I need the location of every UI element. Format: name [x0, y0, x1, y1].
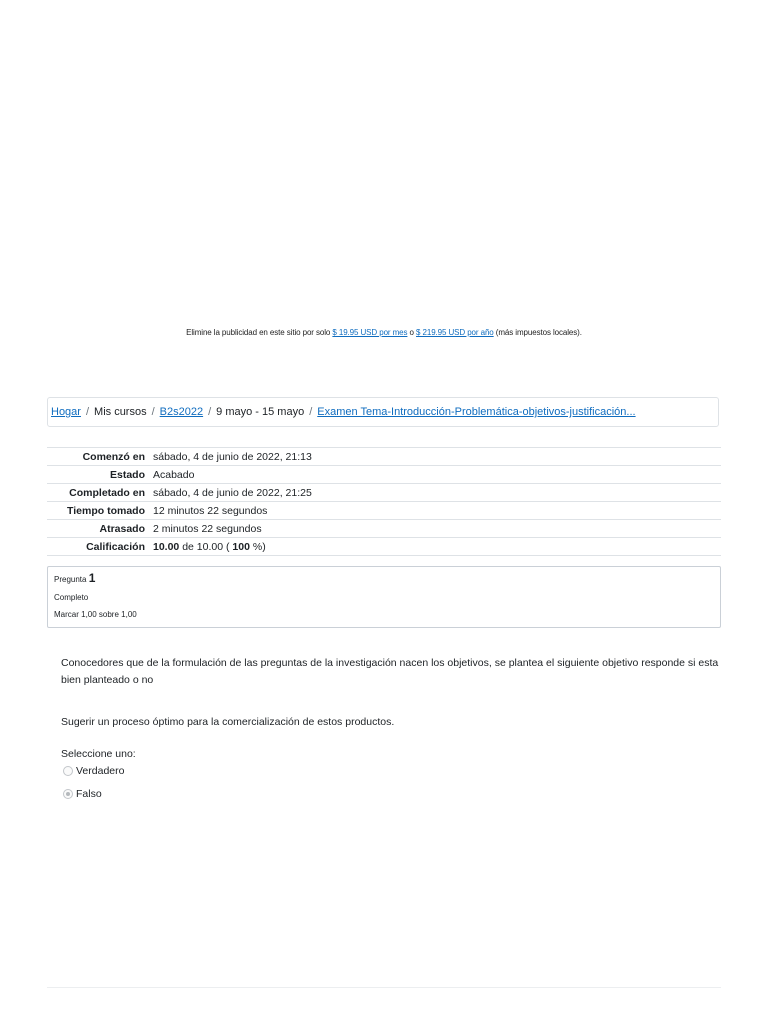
monthly-plan-link[interactable]: $ 19.95 USD por mes [332, 328, 408, 337]
radio-checked-icon[interactable] [63, 789, 73, 799]
breadcrumb-course-link[interactable]: B2s2022 [159, 406, 204, 418]
breadcrumb-separator: / [208, 406, 212, 418]
option-falso[interactable] [63, 788, 102, 800]
summary-row-grade [47, 538, 721, 556]
breadcrumb-home-link[interactable]: Hogar [51, 406, 81, 418]
grade-percent-suffix: %) [249, 540, 266, 553]
question-info-box [47, 566, 721, 628]
summary-row-time-taken [47, 502, 721, 520]
breadcrumb-quiz-link[interactable]: Examen Tema-Introducción-Problemática-objetivos-justificación... [317, 406, 636, 418]
ad-prefix-text: Elimine la publicidad en este sitio por solo [186, 328, 333, 337]
question-state: Completo [54, 593, 89, 602]
summary-label: Comenzó en [82, 450, 145, 463]
footer-divider [47, 987, 721, 988]
question-number [54, 571, 714, 585]
summary-label: Atrasado [99, 522, 145, 535]
question-label: Pregunta [54, 575, 87, 584]
summary-value: 2 minutos 22 segundos [153, 522, 262, 535]
grade-percent: 100 [232, 540, 250, 553]
ad-removal-notice [0, 328, 768, 337]
grade-score: 10.00 [153, 540, 180, 553]
breadcrumb [47, 397, 719, 427]
ad-suffix-text: (más impuestos locales). [493, 328, 582, 337]
answer-prompt: Seleccione uno: [61, 748, 136, 760]
summary-value: Acabado [153, 468, 195, 481]
breadcrumb-separator: / [309, 406, 313, 418]
question-number-value: 1 [88, 571, 96, 585]
option-verdadero[interactable] [63, 765, 124, 777]
breadcrumb-my-courses: Mis cursos [94, 406, 147, 418]
attempt-summary-table [47, 447, 721, 556]
radio-unchecked-icon[interactable] [63, 766, 73, 776]
question-mark: Marcar 1,00 sobre 1,00 [54, 610, 137, 619]
summary-value: sábado, 4 de junio de 2022, 21:25 [153, 486, 312, 499]
summary-value: 12 minutos 22 segundos [153, 504, 268, 517]
summary-label: Tiempo tomado [67, 504, 145, 517]
summary-row-state [47, 466, 721, 484]
breadcrumb-separator: / [151, 406, 155, 418]
grade-out-of: de 10.00 ( [179, 540, 233, 553]
summary-label: Calificación [86, 540, 145, 553]
breadcrumb-section: 9 mayo - 15 mayo [216, 406, 305, 418]
summary-label: Estado [109, 468, 145, 481]
question-statement: Sugerir un proceso óptimo para la comercialización de estos productos. [61, 716, 395, 728]
grade-value [150, 538, 721, 556]
breadcrumb-separator: / [85, 406, 90, 418]
summary-value: sábado, 4 de junio de 2022, 21:13 [153, 450, 312, 463]
summary-row-completed [47, 484, 721, 502]
option-label: Falso [76, 788, 102, 800]
summary-row-overdue [47, 520, 721, 538]
summary-label: Completado en [69, 486, 145, 499]
ad-middle-text: o [407, 328, 417, 337]
summary-row-started [47, 448, 721, 466]
question-text: Conocedores que de la formulación de las preguntas de la investigación nacen los objetivos, se plantea el siguiente objetivo responde si esta bien planteado o no [61, 657, 719, 686]
option-label: Verdadero [76, 765, 125, 777]
yearly-plan-link[interactable]: $ 219.95 USD por año [416, 328, 494, 337]
